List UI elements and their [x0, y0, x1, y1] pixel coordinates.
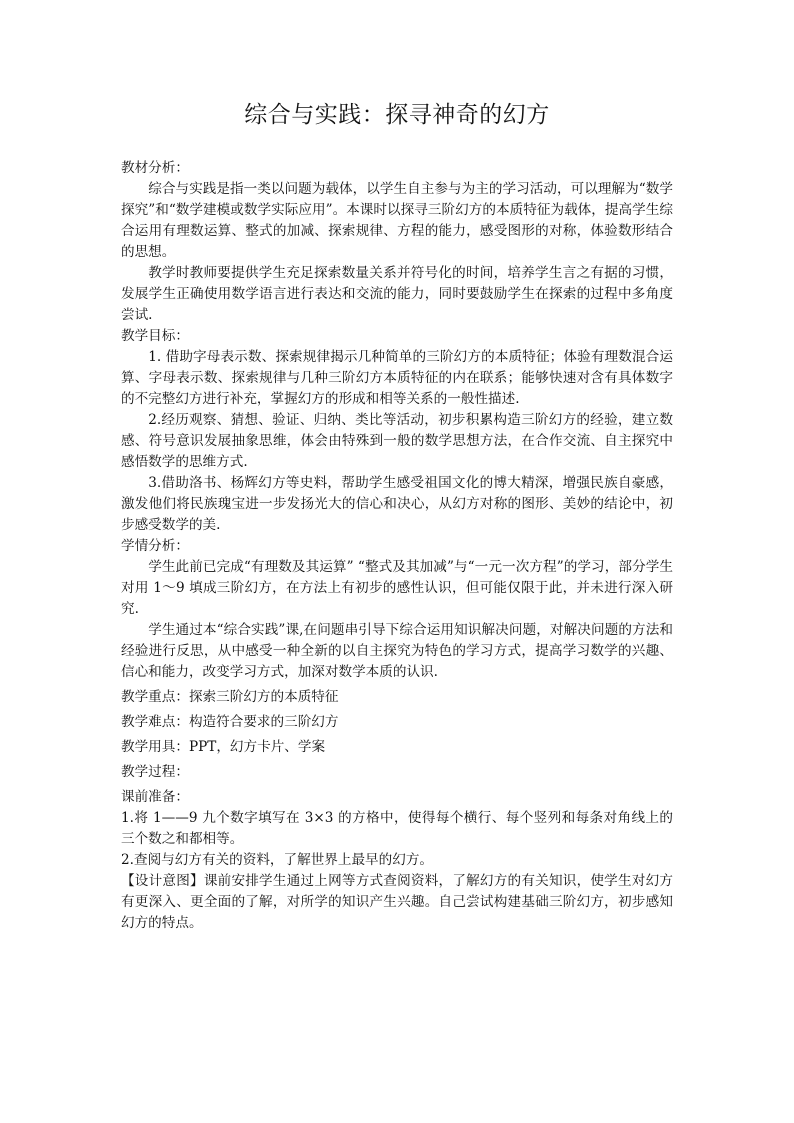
paragraph-goals-2: 2.经历观察、猜想、验证、归纳、类比等活动，初步积累构造三阶幻方的经验，建立数感、符号意识发展抽象思维，体会由特殊到一般的数学思想方法，在合作交流、自主探究中感悟数学的思维方式. [121, 412, 673, 470]
prep-item-1: 1.将 1——9 九个数字填写在 3×3 的方格中，使得每个横行、每个竖列和每条对角线上的三个数之和都相等。 [121, 810, 673, 847]
section-heading-material: 教材分析： [121, 160, 189, 176]
page-title: 综合与实践：探寻神奇的幻方 [244, 102, 550, 128]
paragraph-goals-3: 3.借助洛书、杨辉幻方等史料，帮助学生感受祖国文化的博大精深，增强民族自豪感，激发他们将民族瑰宝进一步发扬光大的信心和决心，从幻方对称的图形、美妙的结论中，初步感受数学的美. [121, 475, 673, 533]
paragraph-material-1: 综合与实践是指一类以问题为载体，以学生自主参与为主的学习活动，可以理解为“数学探究”和“数学建模或数学实际应用”。本课时以探寻三阶幻方的本质特征为载体，提高学生综合运用有理数运算、整式的加减、探索规律、方程的能力，感受图形的对称，体验数形结合的思想。 [121, 181, 673, 260]
difficulty-value: 构造符合要求的三阶幻方 [188, 714, 339, 730]
difficulty-line [121, 712, 673, 733]
key-point-line [121, 687, 673, 708]
section-heading-process: 教学过程： [121, 764, 189, 780]
paragraph-learner-1: 学生此前已完成“有理数及其运算” “整式及其加减”与“一元一次方程”的学习，部分学生对用 1～9 填成三阶幻方，在方法上有初步的感性认识，但可能仅限于此，并未进行深入研究. [121, 559, 673, 617]
paragraph-material-2: 教学时教师要提供学生充足探索数量关系并符号化的时间，培养学生言之有据的习惯，发展学生正确使用数学语言进行表达和交流的能力，同时要鼓励学生在探索的过程中多角度尝试. [121, 265, 673, 323]
section-heading-prep: 课前准备： [121, 789, 189, 805]
tools-label: 教学用具： [121, 739, 189, 755]
paragraph-goals-1: 1. 借助字母表示数、探索规律揭示几种简单的三阶幻方的本质特征；体验有理数混合运算、字母表示数、探索规律与几种三阶幻方本质特征的内在联系；能够快速对含有具体数字的不完整幻方进行补充，掌握幻方的形成和相等关系的一般性描述. [121, 349, 673, 407]
section-heading-goals: 教学目标： [121, 328, 189, 344]
tools-value: PPT，幻方卡片、学案 [188, 739, 326, 755]
section-heading-learner: 学情分析： [121, 538, 189, 554]
design-note: 【设计意图】课前安排学生通过上网等方式查阅资料，了解幻方的有关知识，使学生对幻方有更深入、更全面的了解，对所学的知识产生兴趣。自己尝试构建基础三阶幻方，初步感知幻方的特点。 [121, 873, 673, 931]
prep-item-2: 2.查阅与幻方有关的资料，了解世界上最早的幻方。 [121, 852, 434, 868]
difficulty-label: 教学难点： [121, 714, 189, 730]
document-body [121, 158, 673, 934]
paragraph-learner-2: 学生通过本“综合实践”课,在问题串引导下综合运用知识解决问题，对解决问题的方法和经验进行反思，从中感受一种全新的以自主探究为特色的学习方式，提高学习数学的兴趣、信心和能力，改变学习方式，加深对数学本质的认识. [121, 622, 673, 680]
key-point-value: 探索三阶幻方的本质特征 [188, 689, 339, 705]
tools-line [121, 737, 673, 758]
key-point-label: 教学重点： [121, 689, 189, 705]
